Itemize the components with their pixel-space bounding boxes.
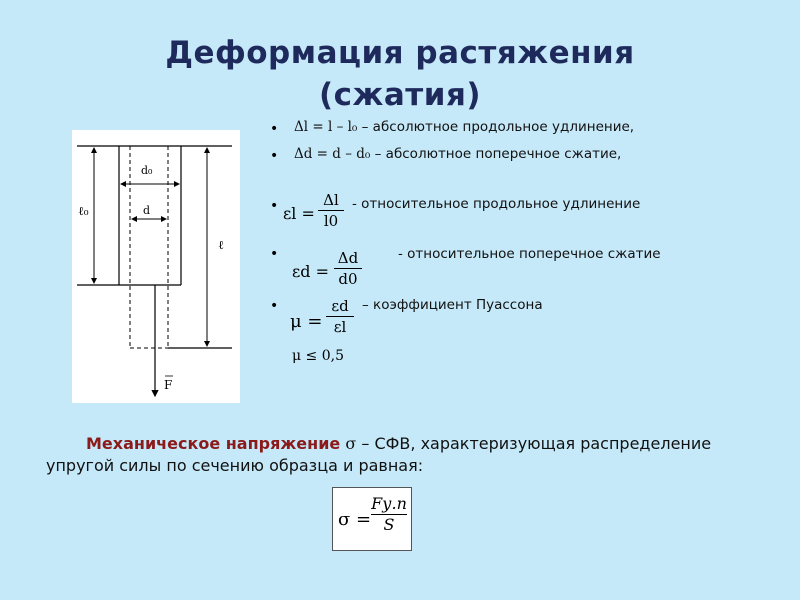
poisson-lhs: μ =	[290, 311, 323, 332]
mu-limit: μ ≤ 0,5	[292, 348, 344, 364]
stress-formula-box	[332, 487, 412, 551]
bullet-dot: •	[270, 246, 279, 262]
bullet-abs-compression: Δd = d – d₀ – абсолютное поперечное сжатие,	[294, 146, 622, 162]
slide-title-line2: (сжатия)	[318, 77, 482, 113]
label-d: d	[143, 204, 151, 217]
eps-d-lhs: εd =	[292, 262, 330, 281]
eps-d-fraction: Δd d0	[334, 250, 362, 287]
bullet-dot: •	[270, 198, 279, 214]
eps-l-lhs: εl =	[283, 204, 315, 223]
eps-l-fraction: Δl l0	[318, 192, 344, 229]
poisson-fraction: εd εl	[326, 298, 354, 335]
label-force: F	[164, 378, 173, 392]
bullet-rel-elongation: - относительное продольное удлинение	[352, 196, 641, 212]
label-l: ℓ	[218, 238, 224, 252]
slide-title-line1: Деформация растяжения	[165, 35, 635, 71]
label-d0: d₀	[141, 164, 153, 177]
label-l0: ℓ₀	[78, 204, 89, 218]
bullet-poisson: – коэффициент Пуассона	[362, 297, 543, 313]
bullet-dot: •	[270, 298, 279, 314]
sigma-symbol: σ	[345, 434, 357, 453]
deformation-diagram	[72, 130, 240, 403]
stress-lhs: σ =	[338, 509, 372, 530]
mechanical-stress-definition: Механическое напряжение σ – СФВ, характеризующая распределение упругой силы по сечению образца и равная:	[46, 434, 712, 475]
bullet-dot: •	[270, 148, 279, 164]
bullet-rel-compression: - относительное поперечное сжатие	[398, 246, 661, 262]
mechanical-stress-term: Механическое напряжение	[86, 434, 341, 453]
bullet-abs-elongation: Δl = l – l₀ – абсолютное продольное удлинение,	[294, 119, 635, 135]
bullet-dot: •	[270, 121, 279, 137]
stress-fraction: Fу.п S	[371, 494, 407, 534]
